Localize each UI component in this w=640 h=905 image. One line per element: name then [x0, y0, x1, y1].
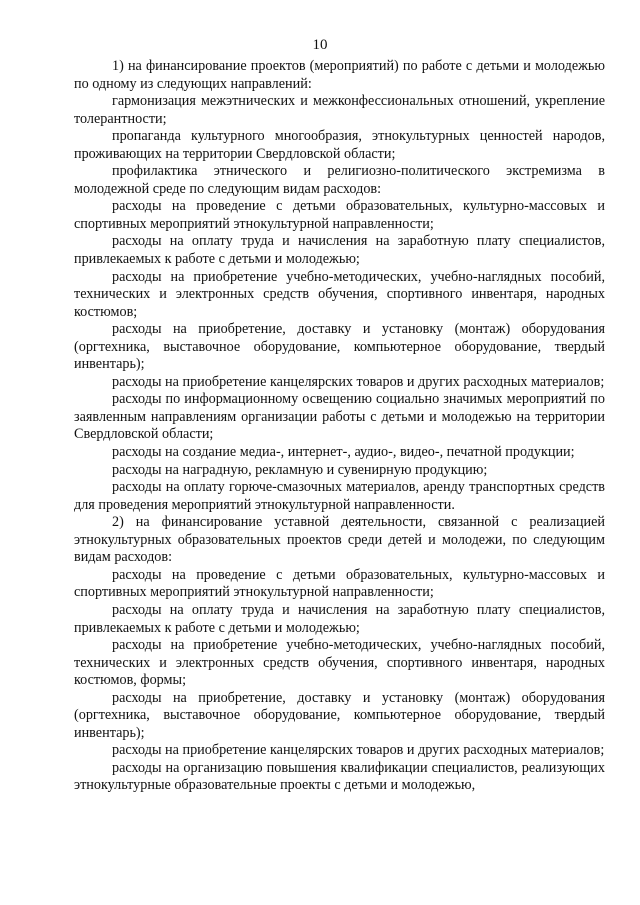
paragraph: гармонизация межэтнических и межконфессиональных отношений, укрепление толерантности; [74, 93, 605, 127]
body-text [74, 58, 605, 795]
paragraph: расходы на приобретение, доставку и установку (монтаж) оборудования (оргтехника, выставочное оборудование, компьютерное оборудование, твердый инвентарь); [74, 321, 605, 373]
paragraph: расходы на оплату труда и начисления на заработную плату специалистов, привлекаемых к работе с детьми и молодежью; [74, 233, 605, 268]
paragraph: расходы на приобретение, доставку и установку (монтаж) оборудования (оргтехника, выставочное оборудование, компьютерное оборудование, твердый инвентарь); [74, 689, 605, 741]
paragraph: 2) на финансирование уставной деятельности, связанной с реализацией этнокультурных образовательных проектов среди детей и молодежи, по следующим видам расходов: [74, 514, 605, 566]
paragraph: расходы на приобретение учебно-методических, учебно-наглядных пособий, технических и электронных средств обучения, спортивного инвентаря, народных костюмов, формы; [74, 637, 605, 689]
paragraph: расходы на оплату труда и начисления на заработную плату специалистов, привлекаемых к работе с детьми и молодежью; [74, 601, 605, 636]
paragraph: расходы на приобретение учебно-методических, учебно-наглядных пособий, технических и электронных средств обучения, спортивного инвентаря, народных костюмов; [74, 268, 605, 320]
paragraph: расходы на организацию повышения квалификации специалистов, реализующих этнокультурные образовательные проекты с детьми и молодежью, [74, 759, 605, 794]
page-number: 10 [312, 37, 328, 53]
paragraph: профилактика этнического и религиозно-политического экстремизма в молодежной среде по следующим видам расходов: [74, 163, 605, 197]
paragraph: расходы по информационному освещению социально значимых мероприятий по заявленным направлениям организации работы с детьми и молодежью на территории Свердловской области; [74, 391, 605, 443]
paragraph: расходы на проведение с детьми образовательных, культурно-массовых и спортивных мероприятий этнокультурной направленности; [74, 566, 605, 601]
paragraph: расходы на приобретение канцелярских товаров и других расходных материалов; [112, 373, 605, 390]
paragraph: расходы на приобретение канцелярских товаров и других расходных материалов; [112, 742, 605, 759]
paragraph: расходы на наградную, рекламную и сувенирную продукцию; [112, 461, 488, 478]
paragraph: расходы на создание медиа-, интернет-, аудио-, видео-, печатной продукции; [112, 444, 575, 461]
paragraph: 1) на финансирование проектов (мероприятий) по работе с детьми и молодежью по одному из следующих направлений: [74, 58, 605, 92]
paragraph: расходы на проведение с детьми образовательных, культурно-массовых и спортивных мероприятий этнокультурной направленности; [74, 198, 605, 232]
paragraph: расходы на оплату горюче-смазочных материалов, аренду транспортных средств для проведения мероприятий этнокультурной направленности. [74, 479, 605, 513]
paragraph: пропаганда культурного многообразия, этнокультурных ценностей народов, проживающих на территории Свердловской области; [74, 128, 605, 162]
